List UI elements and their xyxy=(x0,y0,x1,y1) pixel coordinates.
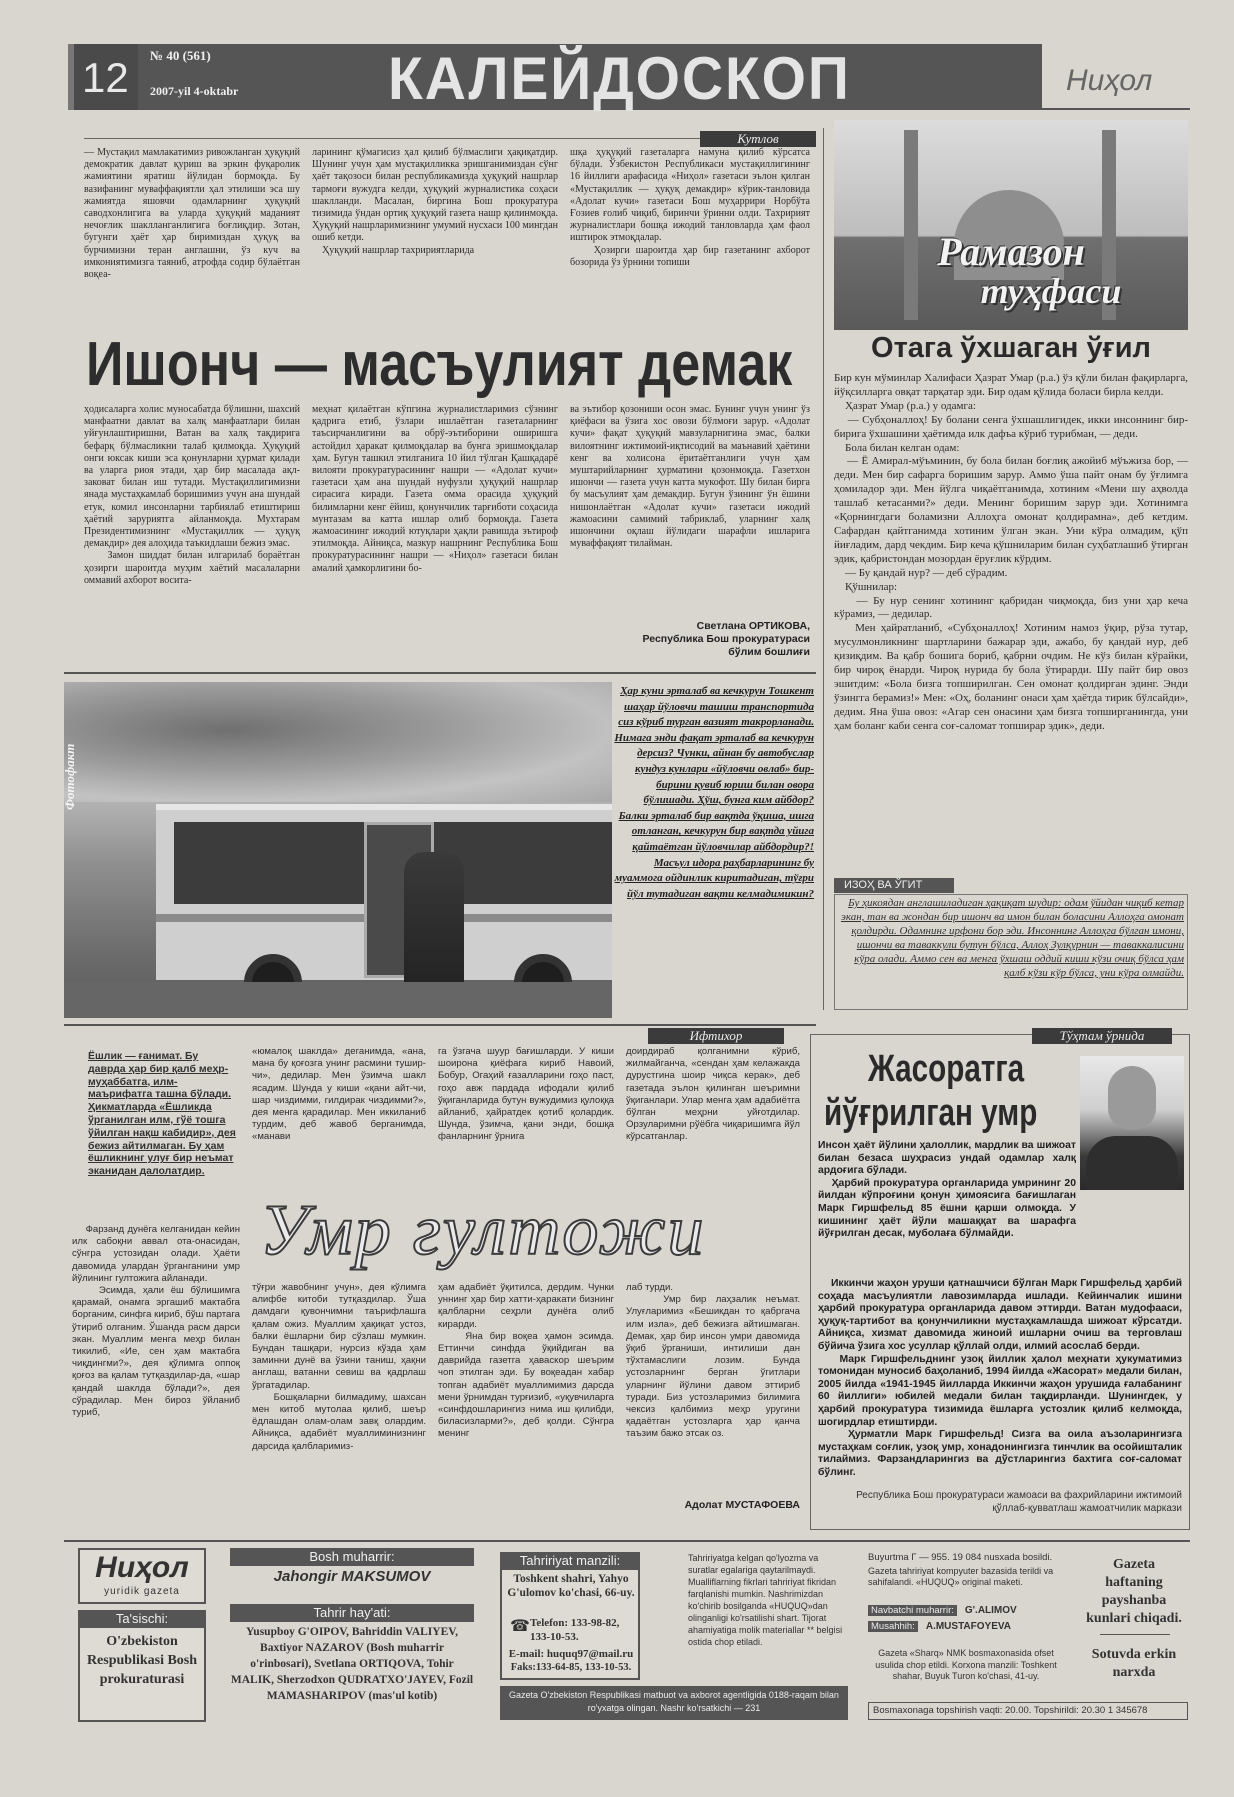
article1-col3: шқа ҳуқуқий газеталарга намуна қилиб кўрсатса бўлади. Ўзбекистон Республикаси мустақиллигининг 16 йиллиги арафасида «Ниҳол» газетаси эълон қилган «Мустақиллик — ҳуқуқ демакдир» кўрик-танловида «Адолат кучи» газетаси Бош муҳаррири Норбўта Ғозиев ғолиб чиқиб, биринчи ўринни олди. Тахририят журналистлари бошқа ижодий танловларда ҳам фаол иштирок этмоқдалар. Ҳозирги шароитда ҳар бир газетанинг ахборот бозорида ўз ўрнини топиши xyxy=(570,147,811,268)
address-box xyxy=(500,1570,640,1680)
right-column-divider xyxy=(823,128,824,1010)
paper-name: Ниҳол xyxy=(1066,64,1153,97)
photo-label: Фотофакт xyxy=(62,743,77,810)
article1-col1: — Мустақил мамлакатимиз ривожланган ҳуқуқий демократик давлат қуриш ва эркин фуқаролик жамиятини яратиш йўлидан бормоқда. Бу вазифанинг муваффақиятли ҳал этилиши эса шу жамиятда яшовчи одамларнинг ҳуқуқий саводхонлигига ва уларда ҳуқуқий маданият нечоғлик шаклланганлигига боғлиқдир. Зотан, бугунги ҳаёт ҳар биримиздан ҳуқуқ ва бурчимизни теран англашни, ўз куч ва имкониятимизга таяниб, атрофда содир бўлаётган воқеа- xyxy=(84,147,303,281)
article1-col5: меҳнат қилаётган кўпгина журналистларимиз сўзнинг қадрига етиб, ўзлари ишлаётган газеталарнинг таъсирчанлигини ва обрў-эътиборини оширишга астойдил ҳаракат қилмоқдалар ва бунга эришмоқдалар ҳам. Бугун ташкил этилганига 10 йил тўлган Қашқадарё вилояти прокуратурасининг нашри — «Адолат кучи» газетаси ҳам ана шундай нуфузли ҳуқуқий нашрлар сирасига киради. Газета омма орасида ҳуқуқий билимларни кенг ёйиш, қонунчилик тарғиботи соҳасида мунтазам ва катта ишлар олиб бормоқда. Газета жамоасининг ижодий ютуқлари ҳақли равишда эътироф этилмоқда. Айниқса, мазкур нашрнинг Республика Бош прокуратурасининг нашри — «Ниҳол» газетаси билан амалий ҳамкорлигини бо- xyxy=(312,404,561,574)
duty-label: Navbatchi muharrir: xyxy=(868,1605,957,1616)
notice-text: Tahririyatga kelgan qo'lyozma va suratlar egalariga qaytarilmaydi. Mualliflarning fikrlari tahririyat fikridan farqlanishi mumkin. Nashrimizdan ko'chirib bosilganda «HUQUQ»dan olinganligi ko'rsatilishi shart. Tijorat ahamiyatiga molik materiallar ** belgisi ostida chop etiladi. xyxy=(688,1553,843,1647)
fax-text: Faks:133-64-85, 133-10-53. xyxy=(510,1662,632,1673)
ramadan-image xyxy=(834,120,1188,330)
article2-big-title: Умр гултожи xyxy=(260,1190,706,1270)
photo-section-rule xyxy=(64,672,816,674)
reg-box xyxy=(500,1686,848,1720)
article1-headline: Ишонч — масъулият демак xyxy=(86,330,793,399)
article1-col2: ларининг қўмагисиз ҳал қилиб бўлмаслиги ҳақиқатдир. Шунинг учун ҳам мустақилликка эришганимиздан сўнг ҳаёт тақозоси билан республикамизда ҳуқуқий нашрлар тармоғи вужудга келди, ҳуқуқий журналистика соҳаси шаклланди. Масалан, биргина Бош прокуратура тизимида ўндан ортиқ ҳуқуқий газета нашр қилинмоқда. Ҳуқуқий нашрларимизнинг умумий нусхаси 100 мингдан ошиб кетди. Ҳуқуқий нашрлар тахририятларида xyxy=(312,147,558,256)
article2-colB-bottom: тўғри жавобнинг учун», дея кўлимга алифбе китоби тутқаздилар. Ўша дамдаги қувончимни таърифлашга қалам ожиз. Муаллим ҳақиқат устоз, балки ёшларни бир сўзлаш мумкин. Бундан ташқари, нурсиз кўзда ҳам заминни дунё ва ўзини таниш, ҳақни англаш, ватанни севиш ва қадрлаш ўргатадилар. Бошқаларни билмадиму, шахсан мен китоб мутолаа қилиб, шеър ёдлашдан олам-олам завқ олардим. Айниқса, адабиёт муаллиминизнинг дарсида қалбларимиз- xyxy=(252,1282,426,1452)
address-text: Toshkent shahri, Yahyo G'ulomov ko'chasi, 66-uy. xyxy=(507,1573,635,1599)
author-title-1: Республика Бош прокуратураси xyxy=(642,633,810,645)
founder-box xyxy=(78,1628,206,1722)
tukhtam-title-2: йўғрилган умр xyxy=(824,1092,1038,1134)
phone-text: Telefon: 133-98-82, 133-10-53. xyxy=(530,1617,620,1643)
masthead-rule xyxy=(1042,108,1190,110)
print-text: Gazeta «Sharq» NMK bosmaxonasida ofset usulida chop etildi. Korxona manzili: Toshkent shahar, Buyuk Turon ko'chasi, 41-uy. xyxy=(875,1648,1057,1681)
izoh-label: ИЗОҲ ВА ЎГИТ xyxy=(834,878,954,893)
footer-logo-sub: yuridik gazeta xyxy=(104,1586,180,1597)
phone-icon: ☎ xyxy=(510,1618,530,1635)
order-text-2: Gazeta tahririyat kompyuter bazasida terildi va sahifalandi. «HUQUQ» original maketi. xyxy=(868,1566,1054,1587)
portrait-suit xyxy=(1086,1136,1178,1190)
editor-name: Jahongir MAKSUMOV xyxy=(273,1568,431,1585)
article2-colA-top: «юмалоқ шаклда» деганимда, «ана, мана бу қоғозга унинг расмини тушир-чи», дедилар. Мен ўзимча шакл ясадим. Шунда у киши «қани айт-чи, шар чиздимми, гилдирак чиздимми?», дея менга қарадилар. Мен иккиланиб турдим, деб жавоб берганимда, «манави xyxy=(252,1046,429,1143)
order-text: Buyurtma Г — 955. 19 084 nusxada bosildi. xyxy=(868,1552,1053,1563)
founder-text: O'zbekiston Respublikasi Bosh prokuraturasi xyxy=(86,1634,198,1687)
duty-name: G'.ALIMOV xyxy=(964,1605,1017,1616)
tree-canopy xyxy=(64,682,612,802)
board-label: Tahrir hay'ati: xyxy=(230,1604,474,1622)
crowd xyxy=(404,852,464,992)
proof-name: A.MUSTAFOYEVA xyxy=(925,1621,1012,1632)
proof-row xyxy=(868,1616,1064,1630)
footer-logo-box xyxy=(78,1548,206,1604)
article2-colC-top: доирдираб қолганимни кўриб, жилмайганча, «сендан ҳам келажакда дурустгина шоир чиқса керак», деб газетада эълон қилинган шеъримни ўқиганлари. Улар менга ҳам адабиётга бўлган меҳрни уйғотдилар. Орзуларимни рўёбга чиқаришимга йўл кўрсатганлар. xyxy=(626,1046,803,1143)
page-number-box xyxy=(68,44,138,110)
board-text: Yusupboy G'OIPOV, Bahriddin VALIYEV, Baxtiyor NAZAROV (Bosh muharrir o'rinbosari), Svetlana ORTIQOVA, Tohir MALIK, Sherzodxon QUDRATXO'JAYEV, Fozil MAMASHARIPOV (mas'ul kotib) xyxy=(230,1626,474,1702)
minaret-left xyxy=(904,130,918,320)
portrait-face xyxy=(1108,1066,1156,1130)
founder-label: Ta'sischi: xyxy=(78,1610,206,1628)
tukhtam-body: Иккинчи жаҳон уруши қатнашчиси бўлган Марк Гиршфельд ҳарбий соҳада масъулиятли лавозимларда ишлади. Кейинчалик ишини ҳарбий прокуратура органларида давом эттирди. Ватан мудофааси, ҳуқуқ-тартибот ва қонунчиликни мустаҳкамлашда шижоат кўрсатди. Айниқса, хизмат давомида жиноий ишларни очиш ва терговлаш бўйича ўзига хос усуллар қўллай олди, илмий асослаб берди. Марк Гиршфельднинг узоқ йиллик ҳалол меҳнати ҳукуматимиз томонидан муносиб баҳоланиб, 1994 йилда «Жасорат» медали билан, 2005 йилда «1941-1945 йилларда Иккинчи жаҳон урушида ғалабанинг 60 йиллиги» юбилей медали билан тақдирланди. Шунингдек, у ҳарбий прокуратура тизимида ёшларга устозлик қилиб келмоқда, шогирдлар етиштирди. Ҳурматли Марк Гиршфельд! Сизга ва оила аъзоларингизга мустаҳкам соғлик, узоқ умр, хонадонингизга тинчлик ва осойишталик тилаймиз. Фарзандларингиз ва дўстларингиз бахтига соғ-саломат бўлинг. xyxy=(818,1278,1182,1478)
schedule-text: Gazeta haftaning payshanba kunlari chiqadi. xyxy=(1086,1557,1182,1626)
article2-author: Адолат МУСТАФОЕВА xyxy=(684,1499,800,1511)
issue-date: 2007-yil 4-oktabr xyxy=(150,84,239,98)
ramadan-headline: Отага ўхшаган ўғил xyxy=(871,332,1151,364)
author-name: Светлана ОРТИКОВА, xyxy=(696,620,810,632)
article1-author xyxy=(570,620,810,659)
photo-caption: Ҳар куни эрталаб ва кечкурун Тошкент шаҳар йўловчи ташиш транспортида сиз кўриб турган вазият такрорланади. Нимага энди фақат эрталаб ва кечкурун дерсиз? Чунки, айнан бу автобуслар кундуз кунлари «йўловчи овлаб» бир-бирини қувиб юриш билан овора бўлишади. Ҳўш, бунга ким айбдор? Балки эрталаб бир вақтда ўқиша, ишга отланган, кечкурун бир вақтда уйига қайтаётган йўловчилар айбдордир?! Масъул идора раҳбарларининг бу муаммога ойдинлик киритадиган, тўғри йўл тутадиган вақти келмадимикин? xyxy=(614,685,814,900)
rubric-kutlov: Кутлов xyxy=(700,131,816,147)
banner-line2: туҳфаси xyxy=(980,271,1122,311)
tukhtam-signature: Республика Бош прокуратураси жамоаси ва фахрийларини ижтимоий қўллаб-қувватлаш жамоатчилик маркази xyxy=(856,1490,1182,1514)
issue-number: № 40 (561) xyxy=(150,48,211,63)
duty-row xyxy=(868,1600,1064,1614)
author-title-2: бўлим бошлиғи xyxy=(728,646,810,658)
izoh-text: Бу ҳикоядан англашиладиган ҳақиқат шудир: одам ўйидан чиқиб кетар экан, тан ва жондан бир ишонч ва имон билан боласини Аллоҳга омонат қолдирди. Одамнинг ирфони бор эди. Инсоннинг Аллоҳга бўлган имони, ишончи ва таваккули бутун бўлса, Аллоҳ Зулқурнин — таваккалисини кўра олади. Аммо сен ва менга ўхшаш оддий киши кўзи очиқ бўлса ҳам қалб кўзи кўр бўлса, уни кўра олмайди. xyxy=(841,897,1184,979)
banner-line1: Рамазон xyxy=(937,229,1085,274)
tukhtam-title-1: Жасоратга xyxy=(868,1048,1025,1090)
article2-lead: Ёшлик — ғанимат. Бу даврда ҳар бир қалб меҳр-муҳаббатга, илм-маърифатга ташна бўлади. Ҳикматларда «Ёшликда ўрганилган илм, гўё тошга ўйилган нақш кабидир», дея бежиз айтилмаган. Бу ҳам ёшликнинг улуғ бир неъмат эканидан далолатдир. xyxy=(88,1050,236,1178)
bus-photo xyxy=(64,682,612,1018)
price-text: Sotuvda erkin narxda xyxy=(1091,1647,1177,1680)
times-box xyxy=(868,1702,1188,1720)
times-text: Bosmaxonaga topshirish vaqti: 20.00. Topshirildi: 20.30 1 345678 xyxy=(873,1705,1148,1716)
reg-text: Gazeta O'zbekiston Respublikasi matbuot va axborot agentligida 0188-raqam bilan ro'yxatga olingan. Nashr ko'rsatkichi — 231 xyxy=(509,1690,839,1713)
address-label: Tahririyat manzili: xyxy=(500,1552,640,1570)
article1-col4: ҳодисаларга холис муносабатда бўлишни, шахсий манфаатни давлат ва халқ манфаатлари билан уйғунлаштиришни, Ватан ва халқ тақдирига бефарқ бўлмасликни талаб қилмоқда. Ҳуқуқий онги юксак киши эса қонунларни ҳурмат қилади ва уларга риоя этади, ҳар бир масалада ақл-заковат билан иш тутади. Мустақиллигимизни янада мустаҳкамлаб боришимиз учун ана шундай етук, комил инсонларни тарбиялаб етиштириш ҳаётий заруриятга айланмоқда. Мухтарам Президентимизнинг «Мустақиллик — ҳуқуқ демакдир» дея алоҳида таъкидлаши бежиз эмас. Замон шиддат билан илгарилаб бораётган ҳозирги шароитда муҳим хаётий масалаларни оммавий ахборот восита- xyxy=(84,404,300,586)
schedule-divider xyxy=(1100,1634,1170,1635)
editor-label: Bosh muharrir: xyxy=(230,1548,474,1566)
proof-label: Musahhih: xyxy=(868,1621,918,1632)
rubric-rule xyxy=(84,138,700,139)
ramadan-body: Бир кун мўминлар Халифаси Ҳазрат Умар (р.а.) ўз қўли билан фақирларга, йўқсилларга овқат тарқатар эди. Бир одам қўлида боласи бирла келди. Ҳазрат Умар (р.а.) у одамга: — Субҳоналлоҳ! Бу болани сенга ўхшашлигидек, икки инсоннинг бир-бирига ўхшашини ҳаётимда илк дафъа кўриб турибман, — деди. Бола билан келган одам: — Ё Амирал-мўъминин, бу бола билан боғлиқ ажойиб мўъжиза бор, — деди. Мен бир сафарга боришим зарур. Аммо ўша пайт онам бу ўғлимга ҳомиладор эди. Мен йўлга чиқаётганимда, хотиним «Мени шу аҳволда ташлаб кетасанми?» деди. Менинг боришим зарур эди. Хотинимга «Қорнингдаги боламизни Аллоҳга омонат қолдирамна», деб кетдим. Сафардан қайтганимда хотиним ўлган экан. Уни кўра олмадим, қўп йиғладим, дард чекдим. Бир кеча қўшниларим билан суҳбатлашиб ўтирган эдик, қабристондан мозордан ёруғлик кўрдим. — Бу қандай нур? — деб сўрадим. Қўшнилар: — Бу нур сенинг хотининг қабридан чиқмоқда, биз уни ҳар кеча кўрамиз, — дедилар. Мен ҳайратланиб, «Субҳоналлоҳ! Хотиним намоз ўқир, рўза тутар, мусулмонликнинг шартларини бажарар эди, ажабо, бу қандай нур, деб қизиқдим. Ва қабр бошига бориб, қабрни очдим. Не кўз билан кўрайки, бир чироқ ёнарди. Чироқ нурида бу бола ўтирарди. Шу пайт бир овоз эшитдим: «Бола бизга топширилган. Сен омонат қолдирган эдинг. Энди ўзингга берамиз!» Мен: «Оҳ, боланинг онаси ҳам ҳаётда тирик бўлсайди», дедим. Яна ўша овоз: «Агар сен онасини ҳам бизга топширганингда, уни ҳам боланг каби сенга соғ-саломат топширар эдик», деди. xyxy=(834,372,1189,732)
article2-colB-top: га ўзгача шуур бағишларди. У киши шоирона қиёфага кириб Навоий, Бобур, Огаҳий ғазалларини гоҳо паст, гоҳо авж пардада ифодали қилиб ўқиганларида бутун вужудимиз қулоққа айланиб, ҳайратдек қотиб қолардик. Шунда, ўзимча, қани энди, бошқа фанларнинг ўрнига xyxy=(438,1046,617,1143)
article2-colA-bottom: Фарзанд дунёга келганидан кейин илк сабоқни аввал ота-онасидан, сўнгра устозидан олади. Ҳаёти давомида улардан ўрганганини умр йўлининг гултожига айланади. Эсимда, ҳали ёш бўлишимга қарамай, онамга эргашиб мактабга борганим, синфга кириб, бўш партага ўтириб олганим. Ўшанда расм дарси экан. Муаллим менга меҳр билан тикилиб, «Ие, сен ҳам мактабга чиқдингми?», дея қўлимга оппоқ қоғоз ва қалам тутқаздилар-да, «шар қандай шаклда бўлади?», дея сўрадилар. Мен бироз ўйланиб туриб, xyxy=(72,1224,240,1419)
page-number: 12 xyxy=(82,54,129,101)
article1-col6: ва эътибор қозониши осон эмас. Бунинг учун унинг ўз қиёфаси ва ўзига хос овози бўлмоғи зарур. «Адолат кучи» фақат ҳуқуқий мавзуларнигина эмас, балки вилоятнинг ижтимоий-иқтисодий ва маънавий ҳаётини кенг ва холисона ёритаётганлиги учун ҳам муштарийларнинг ҳурматини қозонмоқда. Газетхон ишончи — газета учун катта мукофот. Шу билан бирга бу масъулият ҳам демакдир. Бугун ўзининг ўн ёшини нишонлаётган «Адолат кучи» газетаси ижодий жамоасини самимий табриклаб, уларнинг халқ ишончини оқлаш йўлидаги шарафли ишларига муваффақият тилайман. xyxy=(570,404,813,550)
email-text: E-mail: huquq97@mail.ru xyxy=(508,1648,634,1660)
portrait-photo xyxy=(1080,1056,1184,1190)
section-title: КАЛЕЙДОСКОП xyxy=(388,45,851,112)
masthead xyxy=(68,40,1190,114)
photo-section-bottom-rule xyxy=(64,1024,816,1026)
footer-logo: Ниҳол xyxy=(95,1551,189,1584)
article2-colD-bottom: лаб турди. Умр бир лаҳзалик неъмат. Улуғларимиз «Бешикдан то қабргача илм изла», деб бежизга айтишмаган. Демак, ҳар бир инсон умри давомида ўқиб ўрганиши, интилиши дан тўхтамаслиги лозим. Бунда устозларнинг берган ўгитлари уларнинг йўлини давом эттириб туради. Биз устозларимиз билимига чексиз қалбимиз меҳр уругини қадаётган устозларга ҳар қанча таъзим бажо этсак оз. xyxy=(626,1282,800,1440)
article2-colC-bottom: ҳам адабиёт ўқитилса, дердим. Чунки уннинг ҳар бир хатти-ҳаракати бизнинг қалбларни сеҳрли дунёга олиб кирарди. Яна бир воқеа ҳамон эсимда. Еттинчи синфда ўқийдиган ва даврийда газетга ҳаваскор шеърим чоп этилган эди. Бу воқеадан хабар топган адабиёт муаллимимиз дарсда мени ўрнимдан турғизиб, «уқувчиларга «синфдошларингиз нима иш қилибди, биласизларми?», деб қолди. Сўнгра менинг xyxy=(438,1282,614,1440)
rubric-tukhtam: Тўҳтам ўрнида xyxy=(1032,1028,1172,1044)
tukhtam-lead: Инсон ҳаёт йўлини ҳалоллик, мардлик ва шижоат билан безаса шуҳрасиз ундай одамлар халқ ардоғига бўлади. Ҳарбий прокуратура органларида умрининг 20 йилдан кўпроғини қонун ҳимоясига бағишлаган Марк Гиршфельд 85 ёшни қарши олмоқда. У кишининг ҳаёт йўли машаққат ва шарафга йўғрилган десак, муболаға бўлмайди. xyxy=(818,1140,1076,1240)
footer-rule xyxy=(64,1540,1190,1542)
road xyxy=(64,982,612,1018)
rubric-iftixor: Ифтихор xyxy=(648,1028,784,1044)
